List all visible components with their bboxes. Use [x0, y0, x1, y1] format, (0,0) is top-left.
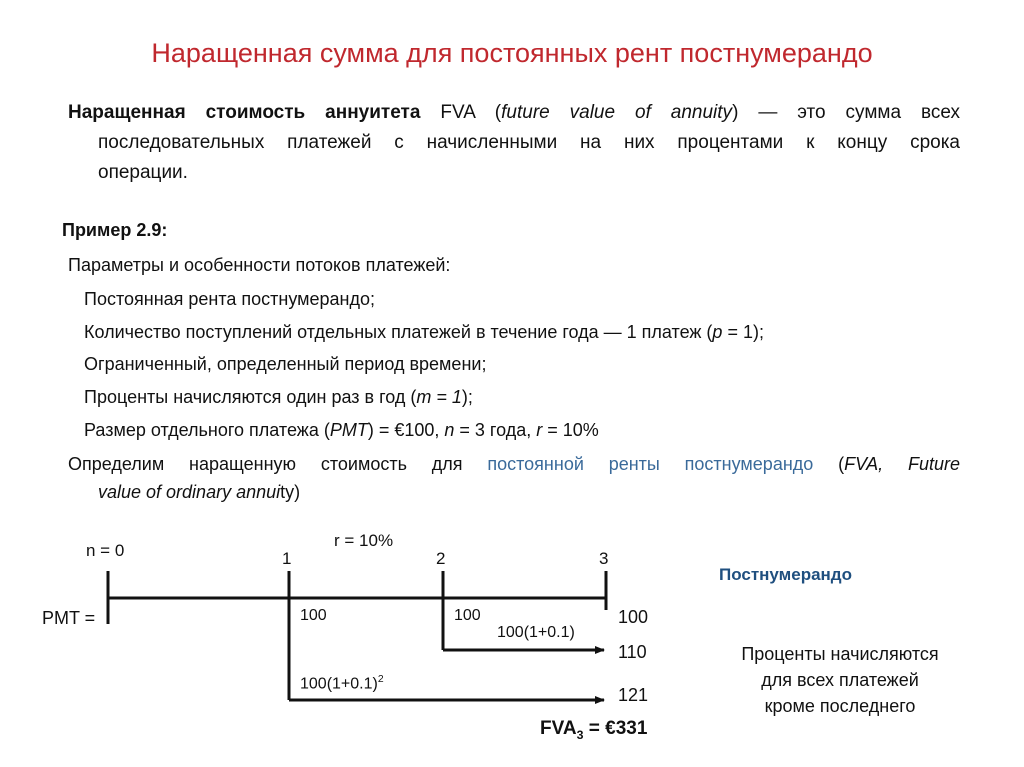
param-item-var: m = 1	[416, 387, 462, 407]
side-note-line: для всех платежей	[761, 670, 919, 690]
label-t2: 2	[436, 549, 446, 568]
param-item-var: PMT	[329, 420, 368, 440]
param-item: Ограниченный, определенный период времени;	[84, 354, 487, 374]
definition-english: future value of annuity	[501, 102, 733, 123]
label-t1: 1	[282, 549, 292, 568]
label-rate: r = 10%	[334, 531, 394, 550]
param-item-tail: = 10%	[542, 420, 599, 440]
definition-abbr: FVA (	[420, 102, 502, 123]
param-item-var: r	[536, 420, 543, 440]
fva-subscript: 3	[576, 727, 584, 742]
compound-expr-1: 100(1+0.1)	[497, 624, 575, 641]
param-item-text: ) = €100,	[367, 420, 445, 440]
final-paren: (	[813, 454, 845, 474]
definition-line-2: последовательных платежей с начисленными на них процентами к концу срока	[98, 132, 960, 153]
definition-rest: ) — это сумма всех	[732, 102, 960, 123]
payment-3: 100	[618, 607, 649, 627]
final-highlight: постоянной ренты постнумерандо	[487, 454, 814, 474]
label-n0: n = 0	[86, 541, 125, 560]
final-italic: FVA, Future	[844, 454, 960, 474]
label-t3: 3	[599, 549, 609, 568]
compound-expr-2	[300, 674, 384, 693]
param-item-text: = 3 года,	[454, 420, 537, 440]
side-note-line: Проценты начисляются	[741, 644, 939, 664]
side-note	[722, 641, 958, 719]
final-italic: value of ordinary annui	[98, 482, 281, 502]
param-item-text: Размер отдельного платежа (	[84, 420, 330, 440]
param-item-text: Количество поступлений отдельных платежей в течение года — 1 платеж (	[84, 322, 713, 342]
pmt-label: PMT =	[42, 608, 96, 628]
param-item: Постоянная рента постнумерандо;	[84, 289, 376, 309]
final-prefix: Определим наращенную стоимость для	[68, 454, 488, 474]
definition-term: Наращенная стоимость аннуитета	[68, 102, 421, 123]
fva-total	[540, 718, 647, 742]
payment-2: 100	[454, 607, 481, 624]
side-note-line: кроме последнего	[764, 696, 916, 716]
param-item-text: Проценты начисляются один раз в год (	[84, 387, 417, 407]
result-110: 110	[618, 642, 647, 662]
param-item-tail: );	[461, 387, 473, 407]
fva-value: = €331	[583, 718, 648, 739]
expr-base: 100(1+0.1)	[300, 675, 378, 693]
fva-label: FVA	[540, 718, 577, 739]
param-item-tail: = 1);	[722, 322, 764, 342]
example-title: Пример 2.9:	[62, 220, 168, 240]
final-tail: ty)	[280, 482, 301, 502]
result-121: 121	[618, 685, 649, 705]
slide-title: Наращенная сумма для постоянных рент постнумерандо	[151, 38, 873, 68]
expr-exponent: 2	[377, 674, 384, 685]
side-heading: Постнумерандо	[719, 565, 852, 584]
params-heading: Параметры и особенности потоков платежей:	[68, 255, 451, 275]
param-item-var: n	[444, 420, 455, 440]
param-item-var: p	[712, 322, 723, 342]
definition-line-3: операции.	[98, 162, 188, 183]
payment-1: 100	[300, 607, 327, 624]
